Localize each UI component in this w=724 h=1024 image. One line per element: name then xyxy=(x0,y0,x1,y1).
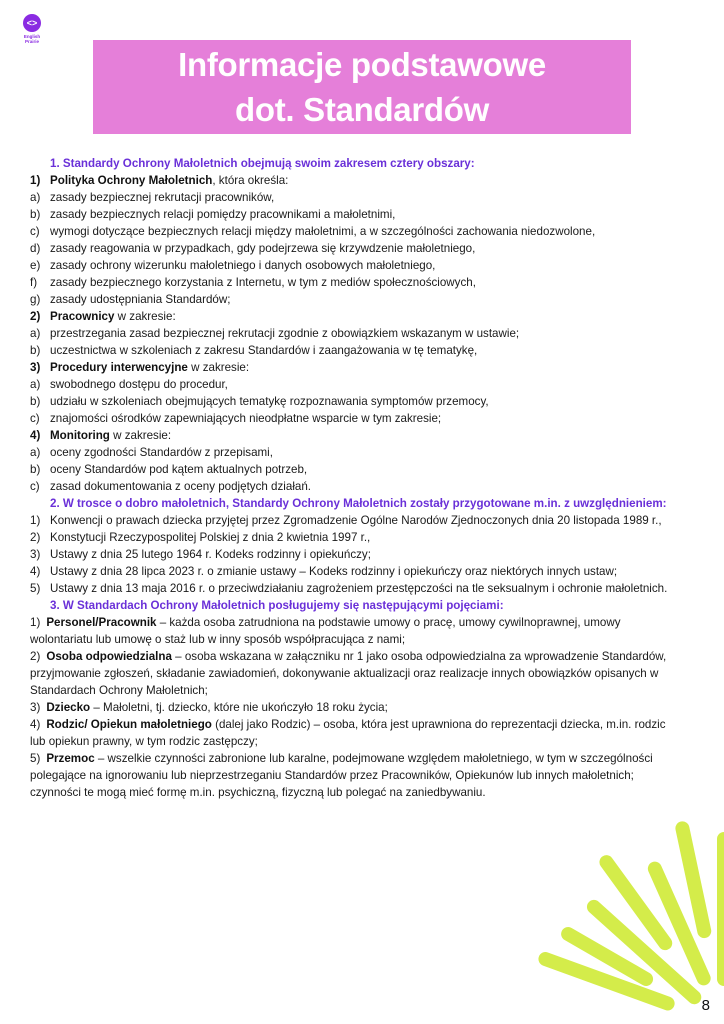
definition-text: – każda osoba zatrudniona na podstawie umowy o pracę, umowy cywilnoprawnej, umowy wolontariatu lub umowę o staż lub w inny sposób współpracująca z nami; xyxy=(30,616,621,646)
list-item xyxy=(30,461,670,478)
list-item xyxy=(30,529,670,546)
section-heading: 1. Standardy Ochrony Małoletnich obejmują swoim zakresem cztery obszary: xyxy=(50,157,475,170)
title-banner xyxy=(93,40,631,134)
sunburst-ray xyxy=(682,828,704,931)
list-item xyxy=(30,240,670,257)
group-name: Pracownicy xyxy=(50,310,115,323)
list-item-text: zasady bezpiecznej rekrutacji pracowników, xyxy=(50,191,275,204)
definition-text: – Małoletni, tj. dziecko, które nie ukończyło 18 roku życia; xyxy=(90,701,388,714)
list-marker: a) xyxy=(30,446,41,459)
group-tail: , która określa: xyxy=(212,174,289,187)
definition-text: – osoba wskazana w załączniku nr 1 jako osoba odpowiedzialna za wprowadzenie Standardów, przyjmowanie zgłoszeń, składanie zawiadomień, dokonywanie aktualizacji oraz realizacje innych obowiązków opisanych w Standardach Ochrony Małoletnich; xyxy=(30,650,667,697)
group-tail: w zakresie: xyxy=(114,310,176,323)
list-marker: d) xyxy=(30,242,41,255)
list-item-text: uczestnictwa w szkoleniach z zakresu Standardów i zaangażowania w tę tematykę, xyxy=(50,344,478,357)
definition-term: Dziecko xyxy=(46,701,91,714)
list-item-text: przestrzegania zasad bezpiecznej rekrutacji zgodnie z obowiązkiem wskazanym w ustawie; xyxy=(50,327,520,340)
list-item-text: zasad dokumentowania z oceny podjętych działań. xyxy=(50,480,312,493)
list-marker: 3) xyxy=(30,701,41,714)
list-item xyxy=(30,342,670,359)
group-tail: w zakresie: xyxy=(187,361,250,374)
definition-item xyxy=(30,699,670,716)
list-item-text: znajomości ośrodków zapewniających nieodpłatne wsparcie w tym zakresie; xyxy=(50,412,442,425)
list-item xyxy=(30,325,670,342)
list-marker: e) xyxy=(30,259,41,272)
list-marker: f) xyxy=(30,276,38,289)
group-heading xyxy=(30,359,670,376)
list-marker: c) xyxy=(30,225,40,238)
logo-icon xyxy=(23,14,41,32)
list-item xyxy=(30,546,670,563)
decorative-sunburst xyxy=(530,820,724,1024)
list-item-text: Konstytucji Rzeczypospolitej Polskiej z dnia 2 kwietnia 1997 r., xyxy=(50,531,371,544)
group-number: 4) xyxy=(30,429,41,442)
list-marker: b) xyxy=(30,463,41,476)
list-item xyxy=(30,563,670,580)
group-tail: w zakresie: xyxy=(109,429,172,442)
list-item-text: swobodnego dostępu do procedur, xyxy=(50,378,228,391)
list-item-text: zasady bezpiecznych relacji pomiędzy pracownikami a małoletnimi, xyxy=(50,208,396,221)
list-item-text: zasady udostępniania Standardów; xyxy=(50,293,231,306)
definition-term: Rodzic/ Opiekun małoletniego xyxy=(46,718,212,731)
list-marker: 2) xyxy=(30,650,41,663)
list-marker: b) xyxy=(30,395,41,408)
logo xyxy=(20,14,44,44)
group-number: 1) xyxy=(30,174,41,187)
definition-item xyxy=(30,750,670,801)
list-marker: 1) xyxy=(30,514,41,527)
definition-text: – wszelkie czynności zabronione lub karalne, podejmowane względem małoletniego, w tym w szczególności polegające na ignorowaniu lub nieprzestrzeganiu Standardów przez Pracowników, Opiekunów lub innych małoletnich; czynności te mogą mieć formę m.in. psychiczną, fizyczną lub polegać na zaniedbywaniu. xyxy=(30,752,653,799)
list-marker: 5) xyxy=(30,752,41,765)
list-marker: a) xyxy=(30,191,41,204)
list-marker: 4) xyxy=(30,565,41,578)
list-item xyxy=(30,580,670,597)
list-item-text: Konwencji o prawach dziecka przyjętej przez Zgromadzenie Ogólne Narodów Zjednoczonych dnia 20 listopada 1989 r., xyxy=(50,514,662,527)
list-item xyxy=(30,376,670,393)
list-item-text: oceny Standardów pod kątem aktualnych potrzeb, xyxy=(50,463,308,476)
page-title-line1: Informacje podstawowe xyxy=(178,46,546,83)
group-name: Polityka Ochrony Małoletnich xyxy=(50,174,213,187)
group-name: Monitoring xyxy=(50,429,110,442)
list-item xyxy=(30,189,670,206)
list-marker: a) xyxy=(30,327,41,340)
group-heading xyxy=(30,427,670,444)
list-marker: 5) xyxy=(30,582,41,595)
definition-text: (dalej jako Rodzic) – osoba, która jest uprawniona do reprezentacji dziecka, m.in. rodzic lub opiekun prawny, w tym rodzic zastępczy; xyxy=(30,718,666,748)
list-item-text: zasady ochrony wizerunku małoletniego i danych osobowych małoletniego, xyxy=(50,259,436,272)
list-marker: c) xyxy=(30,412,40,425)
list-item xyxy=(30,512,670,529)
list-marker: b) xyxy=(30,208,41,221)
list-marker: 4) xyxy=(30,718,41,731)
list-marker: c) xyxy=(30,480,40,493)
page-title-line2: dot. Standardów xyxy=(235,91,489,128)
list-item-text: Ustawy z dnia 25 lutego 1964 r. Kodeks rodzinny i opiekuńczy; xyxy=(50,548,371,561)
group-heading xyxy=(30,308,670,325)
list-item-text: wymogi dotyczące bezpiecznych relacji między małoletnimi, a w szczególności zachowania niedozwolone, xyxy=(50,225,596,238)
definition-item xyxy=(30,614,670,648)
definition-item xyxy=(30,716,670,750)
group-number: 3) xyxy=(30,361,41,374)
list-item xyxy=(30,478,670,495)
list-marker: a) xyxy=(30,378,41,391)
definition-term: Osoba odpowiedzialna xyxy=(46,650,172,663)
definition-item xyxy=(30,648,670,699)
list-item-text: oceny zgodności Standardów z przepisami, xyxy=(50,446,273,459)
list-item xyxy=(30,206,670,223)
group-name: Procedury interwencyjne xyxy=(50,361,188,374)
list-item-text: zasady bezpiecznego korzystania z Internetu, w tym z mediów społecznościowych, xyxy=(50,276,476,289)
list-item-text: udziału w szkoleniach obejmujących tematykę rozpoznawania symptomów przemocy, xyxy=(50,395,489,408)
list-item xyxy=(30,393,670,410)
list-item-text: zasady reagowania w przypadkach, gdy podejrzewa się krzywdzenie małoletniego, xyxy=(50,242,476,255)
list-marker: g) xyxy=(30,293,41,306)
section-heading: 3. W Standardach Ochrony Małoletnich posługujemy się następującymi pojęciami: xyxy=(50,599,504,612)
group-heading xyxy=(30,172,670,189)
logo-glyph: <> xyxy=(26,18,38,28)
list-item xyxy=(30,444,670,461)
list-marker: b) xyxy=(30,344,41,357)
list-item-text: Ustawy z dnia 28 lipca 2023 r. o zmianie ustawy – Kodeks rodzinny i opiekuńczy oraz niektórych innych ustaw; xyxy=(50,565,618,578)
definition-term: Personel/Pracownik xyxy=(46,616,157,629)
list-marker: 1) xyxy=(30,616,41,629)
list-item xyxy=(30,274,670,291)
list-marker: 2) xyxy=(30,531,41,544)
section-heading: 2. W trosce o dobro małoletnich, Standardy Ochrony Małoletnich zostały przygotowane m.in. z uwzględnieniem: xyxy=(50,497,667,510)
document-body xyxy=(30,155,670,801)
list-marker: 3) xyxy=(30,548,41,561)
list-item xyxy=(30,257,670,274)
list-item xyxy=(30,223,670,240)
page-number: 8 xyxy=(701,997,710,1014)
list-item xyxy=(30,291,670,308)
group-number: 2) xyxy=(30,310,41,323)
list-item xyxy=(30,410,670,427)
logo-text: English Prairie xyxy=(23,34,41,44)
definition-term: Przemoc xyxy=(46,752,95,765)
list-item-text: Ustawy z dnia 13 maja 2016 r. o przeciwdziałaniu zagrożeniem przestępczości na tle seksualnym i ochronie małoletnich. xyxy=(50,582,668,595)
